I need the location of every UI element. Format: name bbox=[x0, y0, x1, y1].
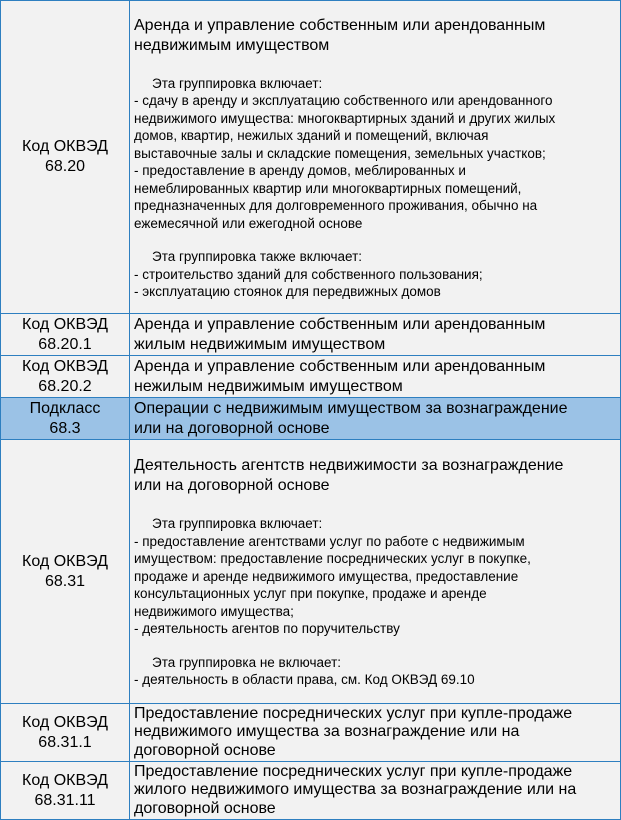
include-line: консультационных услуг при покупке, продаже и аренде bbox=[134, 586, 487, 602]
code-cell bbox=[1, 314, 130, 356]
title-line: жилого недвижимого имущества за вознаграждение или на bbox=[134, 781, 577, 799]
title-line: договорной основе bbox=[134, 799, 276, 817]
include-line: выставочные залы и складские помещения, земельных участков; bbox=[134, 145, 546, 161]
excludes-heading: Эта группировка не включает: bbox=[152, 654, 342, 670]
title-line: Аренда и управление собственным или арендованным bbox=[134, 357, 546, 375]
description-cell bbox=[130, 762, 621, 820]
code-number: 68.31.1 bbox=[38, 733, 92, 751]
code-label: Код ОКВЭД bbox=[22, 138, 108, 155]
include-line: - предоставление агентствами услуг по работе с недвижимым bbox=[134, 533, 525, 549]
description-cell bbox=[130, 356, 621, 398]
include-line: - предоставление в аренду домов, меблированных и bbox=[134, 163, 466, 178]
include-line: - сдачу в аренду и эксплуатацию собственного или арендованного bbox=[134, 93, 553, 108]
includes-heading: Эта группировка включает: bbox=[152, 516, 323, 532]
table-row bbox=[1, 314, 621, 356]
title-line: Аренда и управление собственным или арендованным bbox=[134, 315, 546, 333]
exclude-line: - деятельность в области права, см. Код ОКВЭД 69.10 bbox=[134, 672, 475, 688]
include-line: немеблированных квартир или многоквартирных помещений, bbox=[134, 180, 522, 196]
include-line: - деятельность агентов по поручительству bbox=[134, 621, 400, 637]
title-line: или на договорной основе bbox=[134, 419, 330, 437]
code-cell bbox=[1, 704, 130, 762]
also-include-line: - эксплуатацию стоянок для передвижных домов bbox=[134, 284, 441, 299]
title-line: Аренда и управление собственным или арендованным bbox=[134, 16, 546, 34]
description-cell bbox=[130, 398, 621, 440]
code-label: Код ОКВЭД bbox=[22, 771, 108, 789]
table-row bbox=[1, 704, 621, 762]
title-line: Деятельность агентств недвижимости за вознаграждение bbox=[134, 457, 564, 475]
title-line: жилым недвижимым имуществом bbox=[134, 335, 386, 353]
code-cell bbox=[1, 1, 130, 314]
title-line: Операции с недвижимым имуществом за вознаграждение bbox=[134, 399, 568, 417]
title-line: недвижимого имущества за вознаграждение или на bbox=[134, 723, 520, 741]
title-line: нежилым недвижимым имуществом bbox=[134, 377, 403, 395]
title-line: договорной основе bbox=[134, 741, 276, 759]
includes-heading: Эта группировка включает: bbox=[152, 75, 323, 91]
description-cell bbox=[130, 704, 621, 762]
code-label: Код ОКВЭД bbox=[22, 357, 108, 375]
include-line: ежемесячной или ежегодной основе bbox=[134, 215, 363, 231]
table-row-highlighted bbox=[1, 398, 621, 440]
code-number: 68.31.11 bbox=[34, 791, 96, 809]
code-label: Код ОКВЭД bbox=[22, 713, 108, 731]
also-includes-heading: Эта группировка также включает: bbox=[152, 249, 363, 264]
code-number: 68.20.1 bbox=[38, 335, 92, 353]
include-line: недвижимого имущества; bbox=[134, 603, 294, 619]
table-row bbox=[1, 1, 621, 314]
code-cell bbox=[1, 356, 130, 398]
description-cell bbox=[130, 440, 621, 704]
code-label: Подкласс bbox=[29, 399, 101, 417]
includes-block bbox=[134, 515, 617, 689]
title-line: Предоставление посреднических услуг при купле-продаже bbox=[134, 704, 573, 722]
title-line: или на договорной основе bbox=[134, 477, 330, 495]
code-cell bbox=[1, 762, 130, 820]
code-cell bbox=[1, 440, 130, 704]
code-label: Код ОКВЭД bbox=[22, 552, 108, 570]
code-label: Код ОКВЭД bbox=[22, 315, 108, 333]
entry-title bbox=[134, 16, 617, 56]
table-row bbox=[1, 356, 621, 398]
code-number: 68.31 bbox=[44, 572, 86, 590]
include-line: имуществом: предоставление посреднических услуг в покупке, bbox=[134, 551, 531, 567]
title-line: Предоставление посреднических услуг при купле-продаже bbox=[134, 762, 573, 780]
table-row bbox=[1, 762, 621, 820]
also-include-line: - строительство зданий для собственного пользования; bbox=[134, 266, 483, 282]
include-line: домов, квартир, нежилых зданий и помещений, включая bbox=[134, 128, 489, 143]
code-number: 68.20 bbox=[44, 158, 86, 175]
description-cell bbox=[130, 1, 621, 314]
code-number: 68.20.2 bbox=[38, 377, 92, 395]
code-cell bbox=[1, 398, 130, 440]
include-line: продаже и аренде недвижимого имущества, предоставление bbox=[134, 568, 519, 584]
description-cell bbox=[130, 314, 621, 356]
includes-block bbox=[134, 75, 617, 301]
include-line: недвижимого имущества: многоквартирных зданий и других жилых bbox=[134, 110, 556, 126]
code-number: 68.3 bbox=[49, 419, 81, 437]
title-line: недвижимым имуществом bbox=[134, 36, 330, 54]
include-line: предназначенных для долговременного проживания, обычно на bbox=[134, 198, 538, 213]
entry-title bbox=[134, 456, 617, 496]
table-row bbox=[1, 440, 621, 704]
